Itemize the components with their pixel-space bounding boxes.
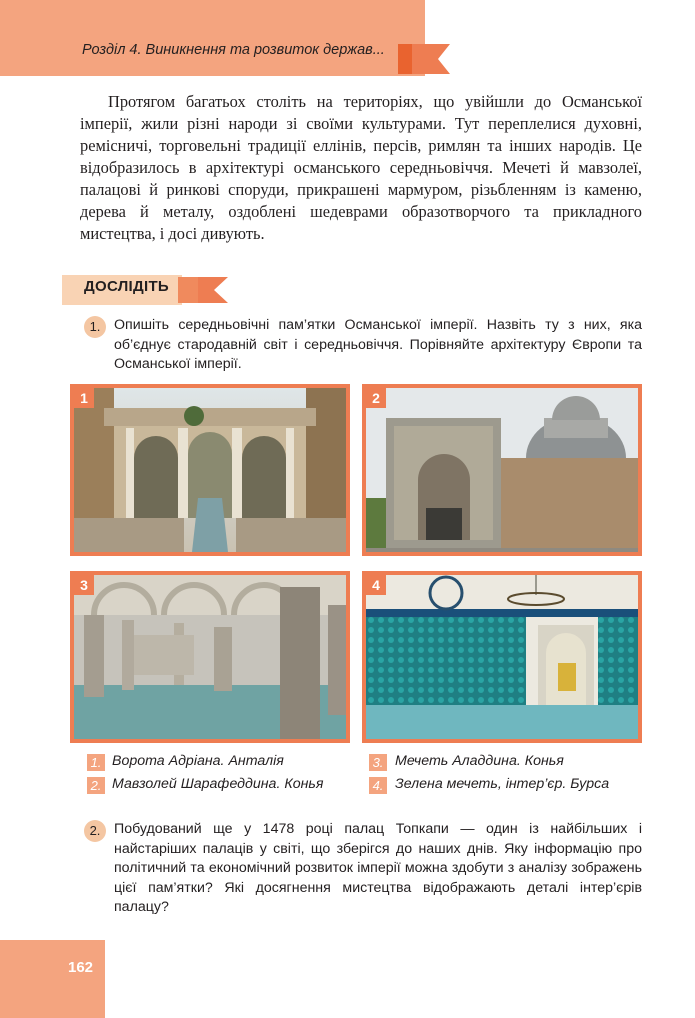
- caption-text: Ворота Адріана. Анталія: [112, 753, 284, 769]
- section-title: Розділ 4. Виникнення та розвиток держав...: [82, 42, 385, 58]
- page-number: 162: [68, 959, 94, 976]
- photo-number: 4: [366, 575, 386, 595]
- photo-number: 2: [366, 388, 386, 408]
- question-text: Побудований ще у 1478 році палац Топкапи — один із найбільших і найстаріших палаців у світі, що зберігся до наших днів. Яку інформацію про політичний та економічний розвиток імперії можна здобути з аналізу зображень цієї пам’ятки? Які досягнення мистецтва відображають деталі інтер’єрів палацу?: [114, 821, 642, 915]
- explore-label: ДОСЛІДІТЬ: [84, 278, 170, 295]
- green-mosque-interior-photo: [366, 575, 638, 739]
- photo-mausoleum: [362, 384, 642, 556]
- photo-hadrian-gate: [70, 384, 350, 556]
- photo-number: 3: [74, 575, 94, 595]
- page-number-band: [0, 940, 105, 1018]
- caption-number: 3.: [369, 754, 387, 771]
- header-band: [0, 0, 425, 76]
- caption-text: Зелена мечеть, інтер’єр. Бурса: [395, 776, 610, 792]
- ribbon-icon: [398, 44, 450, 74]
- arch-gate-photo: [74, 388, 346, 552]
- question-text: Опишіть середньовічні пам’ятки Османської імперії. Назвіть ту з них, яка об’єднує стародавній світ і середньовіччя. Порівняйте архітектуру Європи та Османської імперії.: [114, 317, 642, 372]
- question-number: 2.: [84, 820, 106, 842]
- caption-number: 1.: [87, 754, 105, 771]
- mosque-columns-photo: [74, 575, 346, 739]
- caption-number: 4.: [369, 777, 387, 794]
- mausoleum-photo: [366, 388, 638, 552]
- caption-number: 2.: [87, 777, 105, 794]
- photo-alaeddin-mosque: [70, 571, 350, 743]
- photo-number: 1: [74, 388, 94, 408]
- photo-green-mosque: [362, 571, 642, 743]
- question-number: 1.: [84, 316, 106, 338]
- intro-paragraph: Протягом багатьох століть на територіях, що увійшли до Османської імперії, жили різні народи зі своїми культурами. Тут переплелися духовні, ремісничі, торговельні традиції еллінів, персів, римлян та інших народів. Це відобразилось в архітектурі османського середньовіччя. Мечеті й мавзолеї, палацові й ринкові споруди, прикрашені мармуром, різьбленням із каменю, дерева й металу, оздоблені шедеврами образотворчого та прикладного мистецтва, і досі дивують.: [80, 92, 642, 243]
- caption-text: Мавзолей Шарафеддина. Конья: [112, 776, 324, 792]
- caption-text: Мечеть Аладдина. Конья: [395, 753, 564, 769]
